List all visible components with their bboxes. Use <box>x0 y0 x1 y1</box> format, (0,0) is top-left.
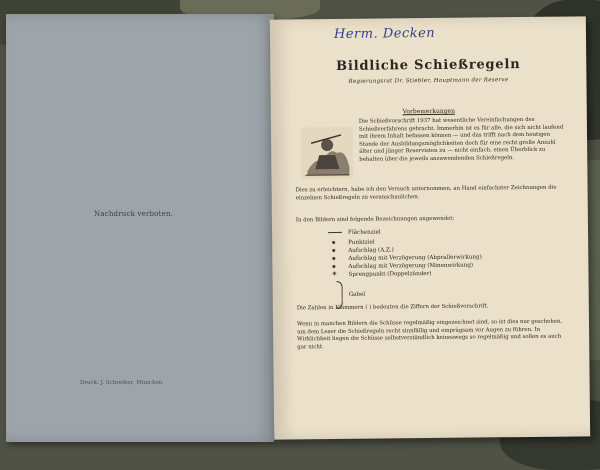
author-line: Regierungsrat Dr. Stiebler, Hauptmann der Reserve <box>348 77 509 85</box>
legend-label: Punktziel <box>348 239 375 246</box>
printer-imprint: Druck: J. Schreiber, München <box>80 380 163 386</box>
bracket-symbol <box>323 291 345 299</box>
paragraph-text: Die Zahlen in Klammern ( ) bedeuten die Ziffern der Schießvorschrift. <box>296 303 489 312</box>
symbol-legend <box>322 227 572 298</box>
legend-intro <box>296 215 568 225</box>
closing-paragraph <box>297 319 569 352</box>
legend-label: Sprengpunkt (Doppelzünder) <box>348 270 432 278</box>
left-page <box>6 14 274 442</box>
page-title: Bildliche Schießregeln <box>336 57 521 74</box>
area-target-symbol <box>322 229 344 237</box>
soldier-illustration <box>301 127 354 180</box>
delayed-impact-symbol <box>322 255 344 263</box>
numbers-note <box>297 303 569 313</box>
legend-label: Aufschlag (A.Z.) <box>348 247 394 254</box>
impact-symbol <box>322 247 344 255</box>
legend-item <box>322 270 431 279</box>
paragraph-text: Dies zu erleichtern, habe ich den Versuch unternommen, an Hand einfachster Zeichnungen die einzelnen Schießregeln zu veranschaulichen. <box>295 184 557 201</box>
paragraph-text: Die Schießvorschrift 1937 hat wesentliche Vereinfachungen des Schießverfahrens gebracht. Immerhin ist es für alle, die sich nicht laufend mit ihrem Inhalt befassen können — und das trifft nach dem heutigen Stande der Ausbildungsmöglichkeiten doch für eine recht große Anzahl älter und jünger Reservisten zu — nicht einfach, einen Überblick zu behalten über die jeweils anzuwendenden Schießregeln. <box>358 116 564 163</box>
intro-paragraph <box>359 117 567 165</box>
purpose-paragraph <box>296 185 568 203</box>
legend-label: Gabel <box>348 291 366 298</box>
point-target-symbol <box>322 239 344 247</box>
paragraph-text: Wenn in manchen Bildern die Schüsse regelmäßig eingezeichnet sind, so ist dies nur geschehen, um dem Leser die Schießregeln recht sinnfällig und einprägsam vor Augen zu führen. In Wirklichkeit liegen die Schüsse selbstverständlich keineswegs so regelmäßig und sollen es auch gar nicht. <box>296 318 563 351</box>
legend-label: Aufschlag mit Verzögerung (Abprallerwirkung) <box>348 254 482 262</box>
legend-label: Aufschlag mit Verzögerung (Minenwirkung) <box>348 262 474 270</box>
right-page <box>270 16 590 439</box>
burst-point-symbol: ✶ <box>331 269 338 279</box>
legend-item <box>323 291 366 299</box>
reprint-notice: Nachdruck verboten. <box>94 210 174 218</box>
legend-item <box>322 229 381 238</box>
legend-label: Flächenziel <box>348 229 381 236</box>
paragraph-text: In den Bildern sind folgende Bezeichnungen angewendet: <box>295 215 455 224</box>
handwritten-name: Herm. Decken <box>333 25 436 42</box>
section-heading: Vorbemerkungen <box>402 107 456 116</box>
